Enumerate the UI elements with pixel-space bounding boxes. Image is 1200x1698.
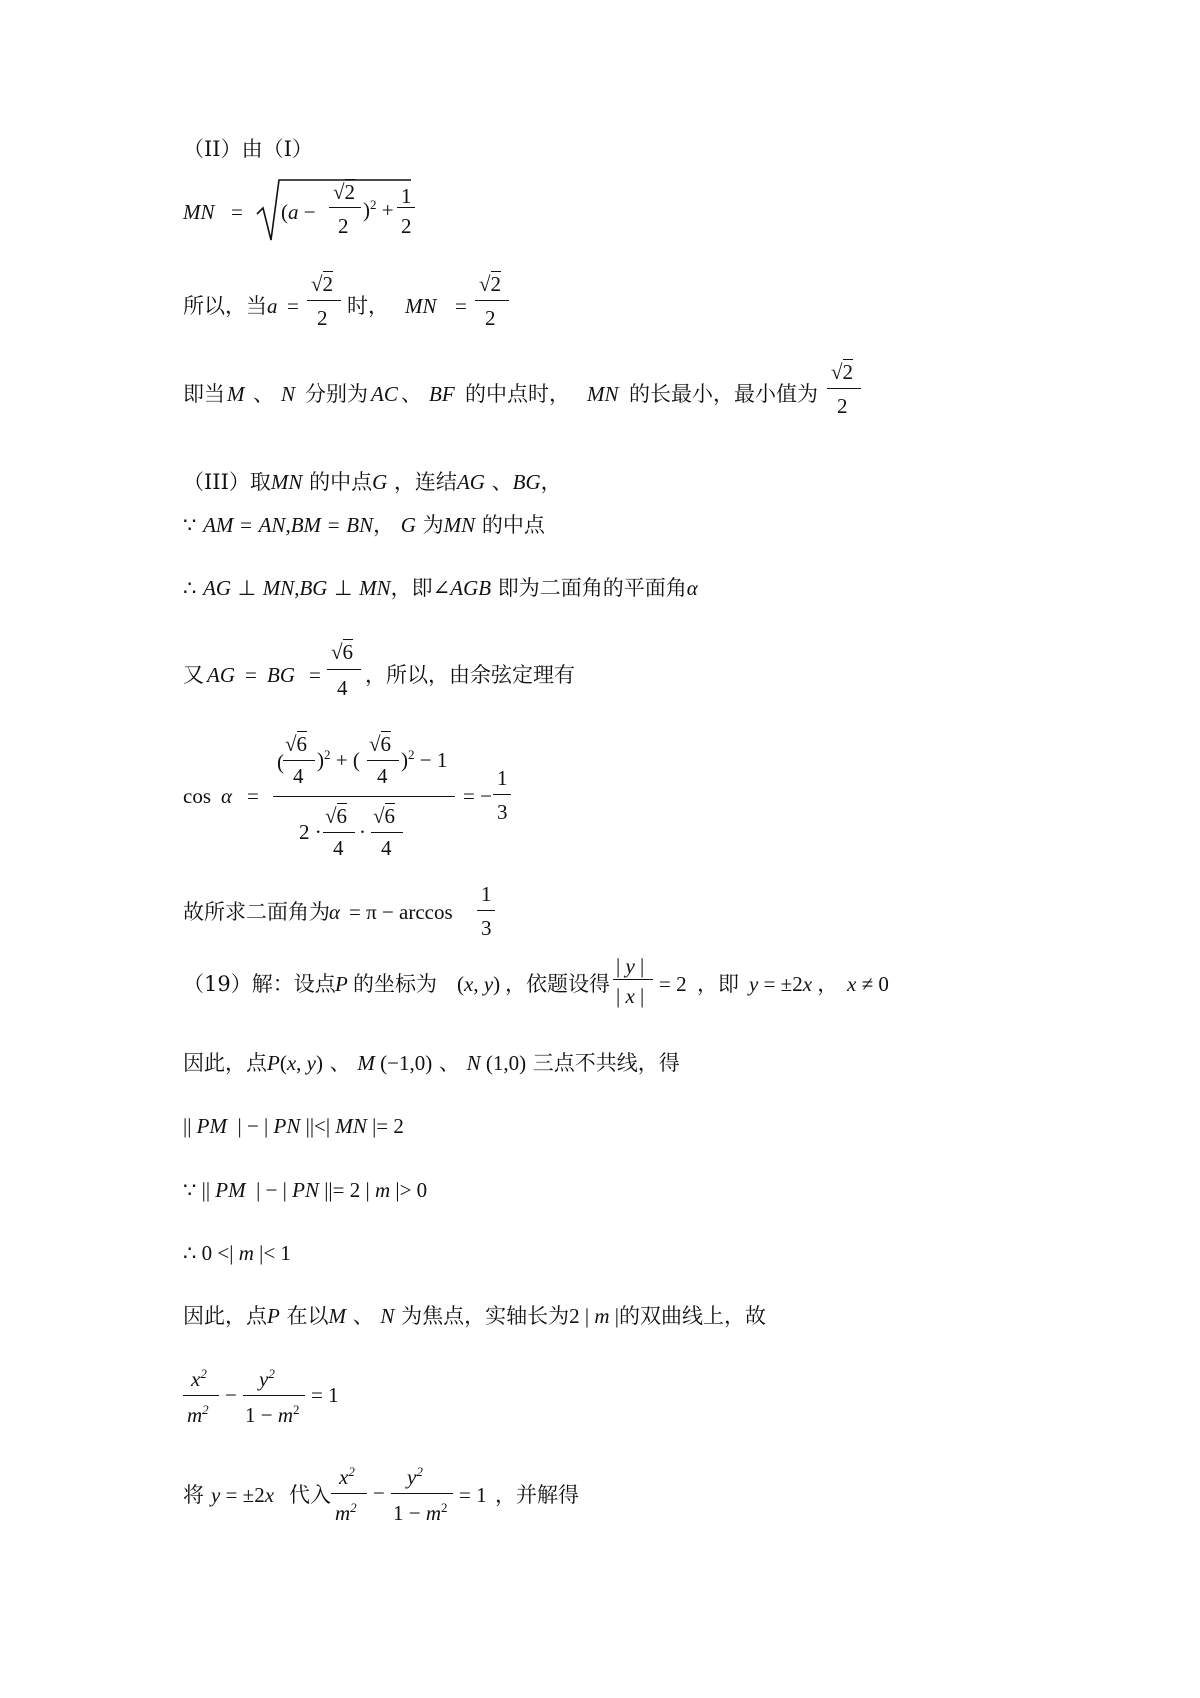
text-line: ∴ AG ⊥ MN,BG ⊥ MN，即∠AGB 即为二面角的平面角α bbox=[183, 576, 698, 600]
text-line: ∵ AM = AN,BM = BN， G 为MN 的中点 bbox=[183, 513, 545, 537]
text-line: （II）由（I） bbox=[183, 137, 313, 161]
formula-line: || PM | − | PN ||<| MN |= 2 bbox=[183, 1114, 404, 1138]
formula-line: ∴ 0 <| m |< 1 bbox=[183, 1241, 291, 1265]
text-line: 因此，点P(x, y) 、 M (−1,0) 、 N (1,0) 三点不共线，得 bbox=[183, 1051, 680, 1075]
text-line: 因此，点P 在以M 、 N 为焦点，实轴长为2 | m |的双曲线上，故 bbox=[183, 1304, 766, 1328]
text-line: （III）取MN 的中点G ，连结AG 、BG， bbox=[183, 470, 562, 494]
formula-line: ∵ || PM | − | PN ||= 2 | m |> 0 bbox=[183, 1178, 428, 1202]
